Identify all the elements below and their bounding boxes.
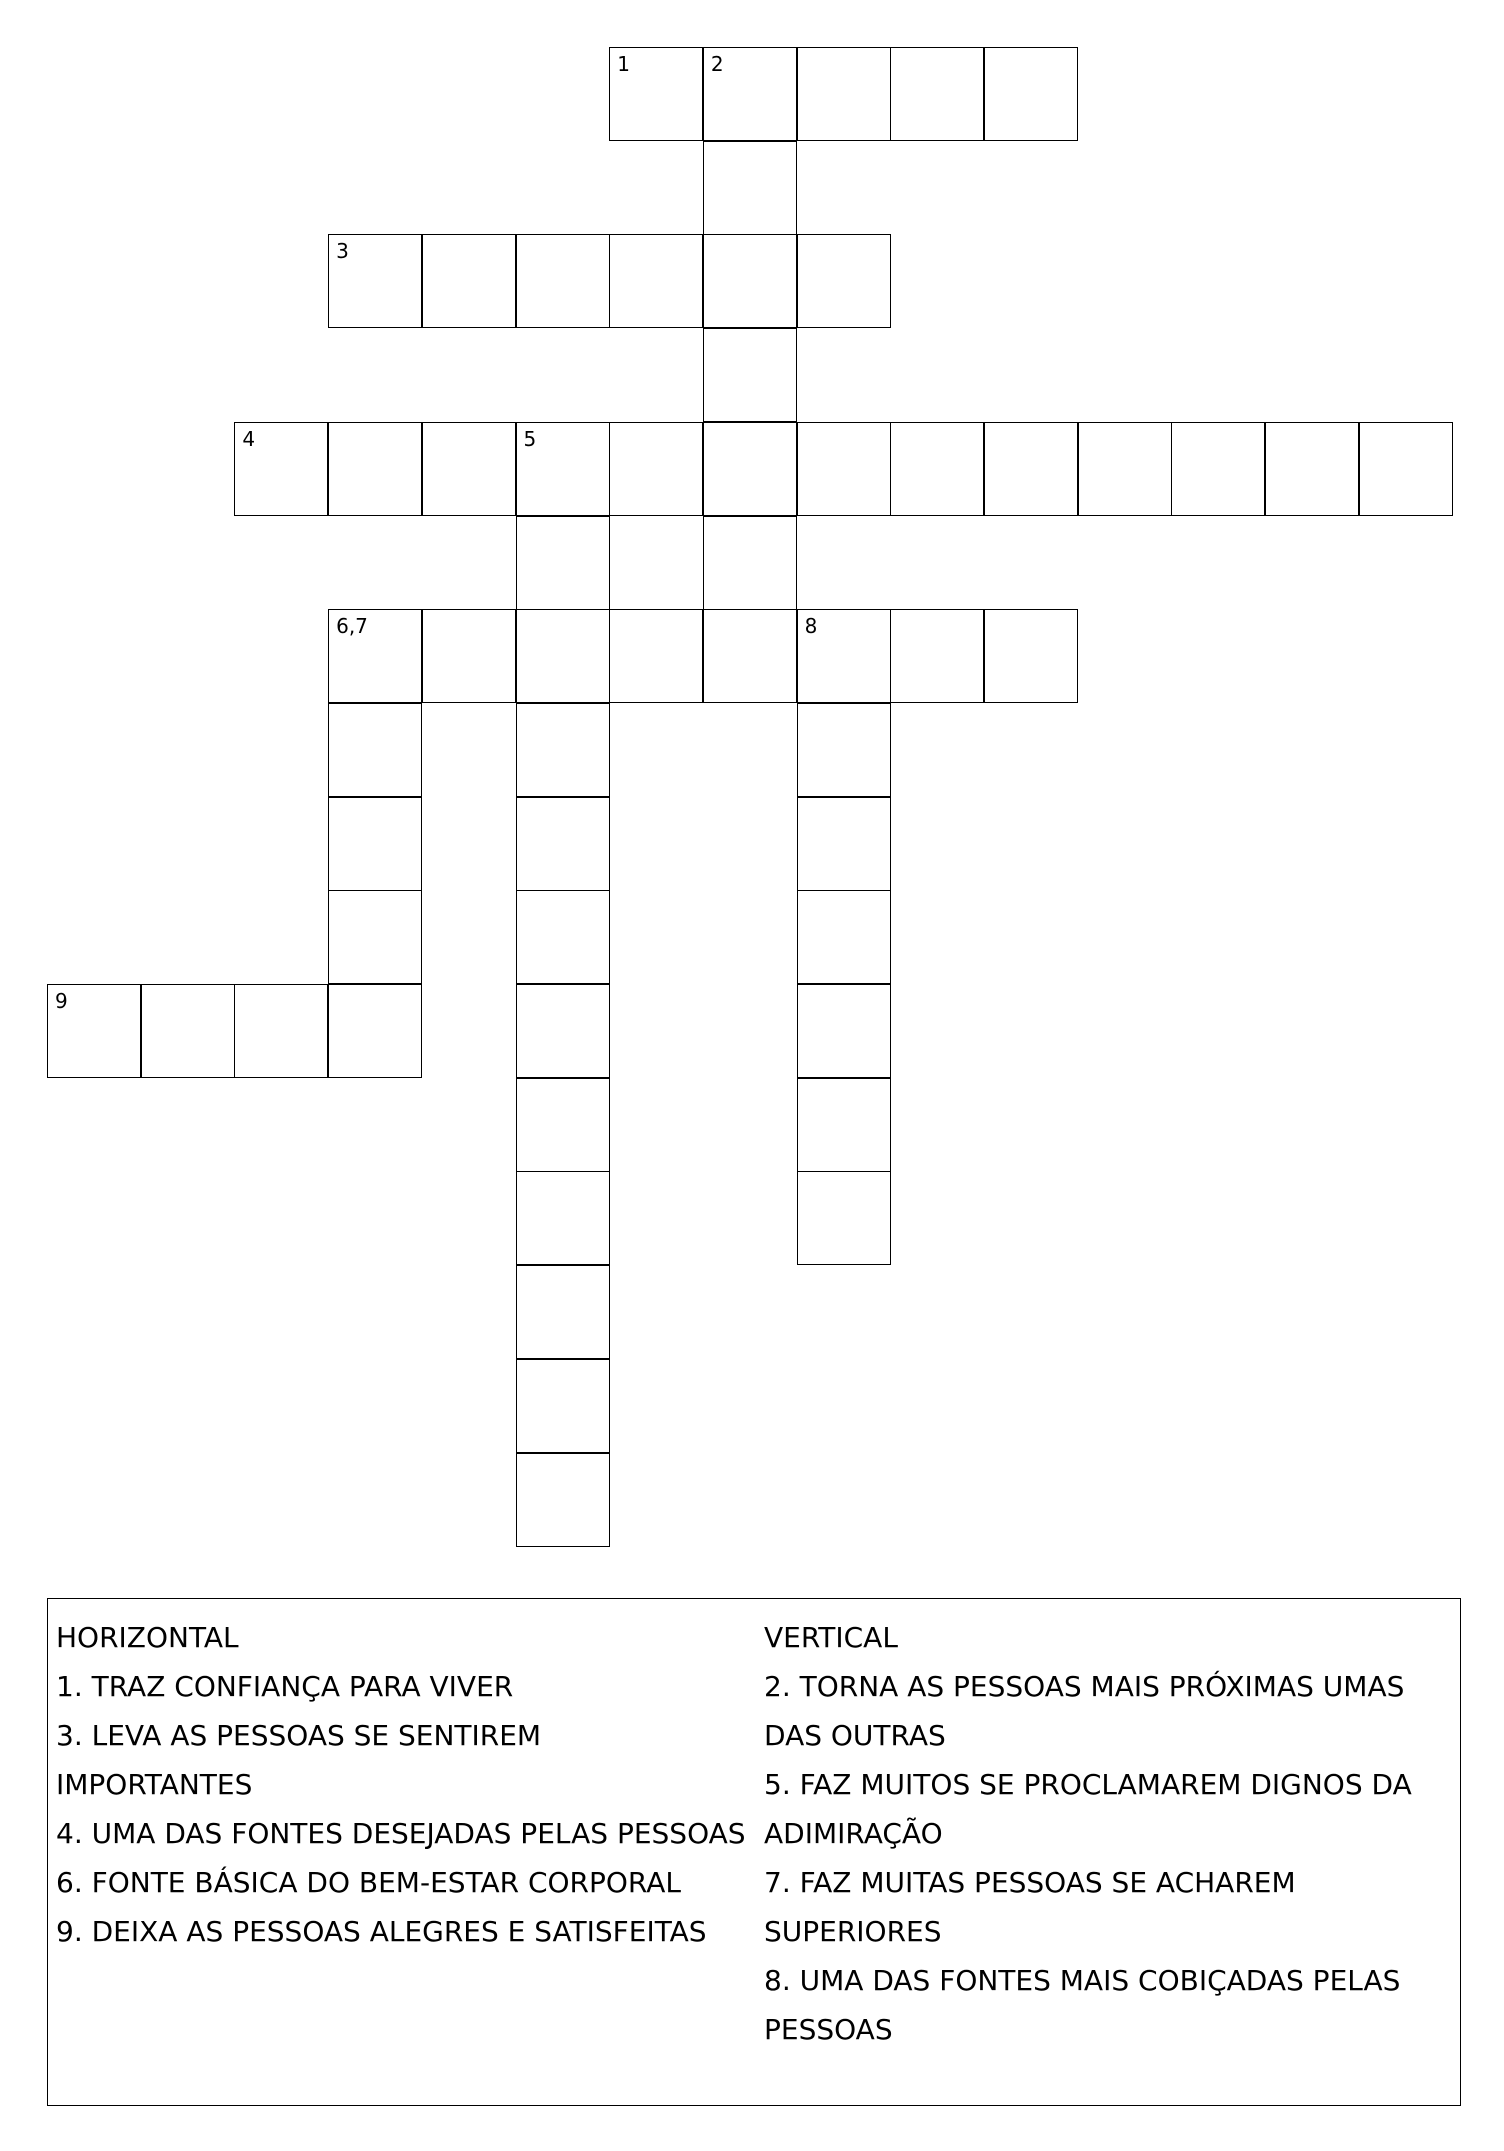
crossword-cell[interactable]	[703, 516, 797, 610]
crossword-cell[interactable]	[703, 422, 797, 516]
clue-number: 4	[242, 426, 256, 451]
crossword-cell[interactable]	[609, 47, 703, 141]
crossword-cell[interactable]	[516, 984, 610, 1078]
crossword-cell[interactable]	[328, 797, 422, 891]
crossword-cell[interactable]	[47, 984, 141, 1078]
crossword-cell[interactable]	[516, 609, 610, 703]
clue-line: 6. FONTE BÁSICA DO BEM-ESTAR CORPORAL	[56, 1866, 682, 1899]
clue-line: 2. TORNA AS PESSOAS MAIS PRÓXIMAS UMAS	[764, 1670, 1405, 1703]
clue-line: 5. FAZ MUITOS SE PROCLAMAREM DIGNOS DA	[764, 1768, 1412, 1801]
crossword-cell[interactable]	[703, 328, 797, 422]
crossword-cell[interactable]	[234, 422, 328, 516]
crossword-cell[interactable]	[797, 703, 891, 797]
crossword-cell[interactable]	[797, 609, 891, 703]
crossword-cell[interactable]	[516, 234, 610, 328]
clue-line: DAS OUTRAS	[764, 1719, 946, 1752]
crossword-cell[interactable]	[516, 703, 610, 797]
crossword-cell[interactable]	[516, 1359, 610, 1453]
clue-line: 3. LEVA AS PESSOAS SE SENTIREM	[56, 1719, 542, 1752]
clue-line: 9. DEIXA AS PESSOAS ALEGRES E SATISFEITAS	[56, 1915, 707, 1948]
crossword-cell[interactable]	[797, 797, 891, 891]
crossword-cell[interactable]	[797, 984, 891, 1078]
clue-line: IMPORTANTES	[56, 1768, 253, 1801]
clue-line: 1. TRAZ CONFIANÇA PARA VIVER	[56, 1670, 514, 1703]
clue-line: ADIMIRAÇÃO	[764, 1817, 943, 1850]
crossword-cell[interactable]	[422, 609, 516, 703]
clue-number: 5	[523, 426, 537, 451]
clue-number: 1	[617, 52, 630, 76]
crossword-cell[interactable]	[516, 516, 610, 610]
crossword-cell[interactable]	[516, 1453, 610, 1547]
crossword-cell[interactable]	[328, 422, 422, 516]
clue-line: 4. UMA DAS FONTES DESEJADAS PELAS PESSOAS	[56, 1817, 746, 1850]
crossword-cell[interactable]	[797, 1171, 891, 1265]
clue-number: 2	[710, 52, 724, 76]
crossword-cell[interactable]	[797, 234, 891, 328]
clue-line: PESSOAS	[764, 2013, 893, 2046]
crossword-cell[interactable]	[1078, 422, 1172, 516]
clues-box	[47, 1598, 1461, 2106]
crossword-cell[interactable]	[984, 47, 1078, 141]
crossword-cell[interactable]	[609, 234, 703, 328]
crossword-cell[interactable]	[984, 609, 1078, 703]
crossword-cell[interactable]	[328, 609, 422, 703]
crossword-cell[interactable]	[516, 1078, 610, 1172]
vertical-heading: VERTICAL	[764, 1621, 898, 1654]
vertical-clues	[764, 1613, 1454, 2054]
crossword-cell[interactable]	[1171, 422, 1265, 516]
crossword-cell[interactable]	[797, 890, 891, 984]
crossword-cell[interactable]	[516, 890, 610, 984]
crossword-cell[interactable]	[328, 890, 422, 984]
horizontal-heading: HORIZONTAL	[56, 1621, 239, 1654]
horizontal-clues	[56, 1613, 756, 1956]
crossword-cell[interactable]	[703, 47, 797, 141]
crossword-cell[interactable]	[609, 422, 703, 516]
crossword-cell[interactable]	[234, 984, 328, 1078]
crossword-cell[interactable]	[422, 422, 516, 516]
crossword-cell[interactable]	[703, 141, 797, 235]
crossword-cell[interactable]	[516, 1171, 610, 1265]
crossword-cell[interactable]	[984, 422, 1078, 516]
crossword-cell[interactable]	[141, 984, 235, 1078]
crossword-cell[interactable]	[328, 234, 422, 328]
clue-number: 9	[55, 989, 68, 1013]
crossword-cell[interactable]	[797, 422, 891, 516]
clue-line: 7. FAZ MUITAS PESSOAS SE ACHAREM	[764, 1866, 1296, 1899]
crossword-cell[interactable]	[890, 47, 984, 141]
clue-line: SUPERIORES	[764, 1915, 942, 1948]
clue-line: 8. UMA DAS FONTES MAIS COBIÇADAS PELAS	[764, 1964, 1401, 1997]
crossword-cell[interactable]	[328, 703, 422, 797]
crossword-cell[interactable]	[797, 1078, 891, 1172]
crossword-cell[interactable]	[328, 984, 422, 1078]
crossword-cell[interactable]	[516, 1265, 610, 1359]
crossword-cell[interactable]	[516, 797, 610, 891]
crossword-cell[interactable]	[890, 609, 984, 703]
crossword-cell[interactable]	[609, 609, 703, 703]
crossword-cell[interactable]	[422, 234, 516, 328]
clue-number: 8	[804, 614, 818, 639]
clue-number: 3	[336, 239, 349, 264]
crossword-cell[interactable]	[703, 234, 797, 328]
crossword-cell[interactable]	[703, 609, 797, 703]
crossword-cell[interactable]	[890, 422, 984, 516]
clue-number: 6,7	[336, 614, 368, 639]
crossword-cell[interactable]	[516, 422, 610, 516]
crossword-cell[interactable]	[797, 47, 891, 141]
crossword-cell[interactable]	[1265, 422, 1359, 516]
crossword-cell[interactable]	[1359, 422, 1453, 516]
